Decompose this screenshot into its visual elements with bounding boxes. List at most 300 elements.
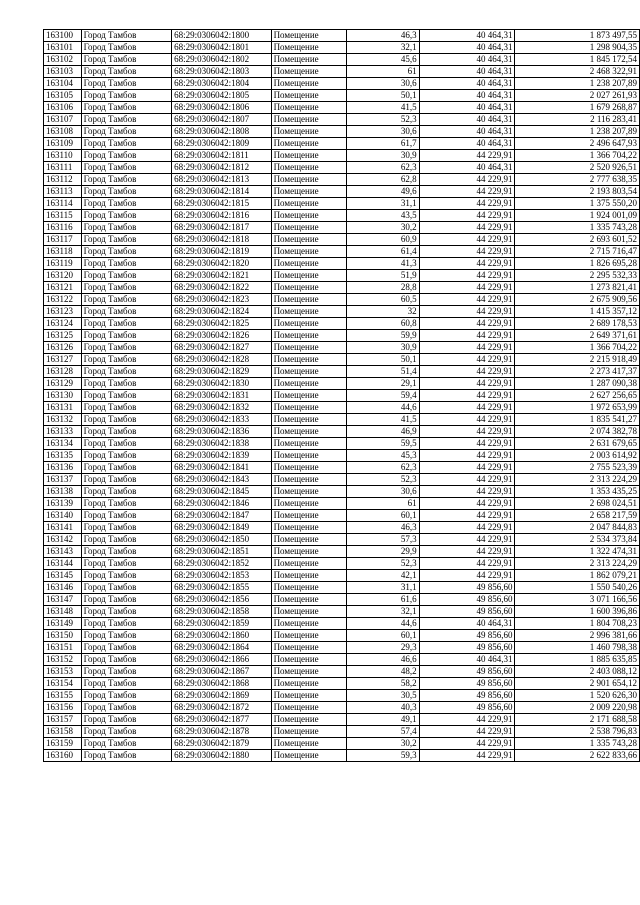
area-cell: 51,9 (346, 270, 419, 282)
table-row (44, 402, 640, 414)
table-row (44, 522, 640, 534)
object-type-cell: Помещение (271, 594, 346, 606)
table-row (44, 90, 640, 102)
cadastral-value-cell: 2 009 220,98 (515, 702, 640, 714)
row-number-cell: 163135 (44, 450, 82, 462)
cadastral-value-cell: 2 538 796,83 (515, 726, 640, 738)
object-type-cell: Помещение (271, 510, 346, 522)
unit-price-cell: 44 229,91 (419, 534, 515, 546)
table-row (44, 462, 640, 474)
city-cell: Город Тамбов (81, 606, 172, 618)
object-type-cell: Помещение (271, 582, 346, 594)
cadastral-value-cell: 1 924 001,09 (515, 210, 640, 222)
area-cell: 46,3 (346, 522, 419, 534)
cadastral-value-cell: 2 649 371,61 (515, 330, 640, 342)
area-cell: 30,9 (346, 342, 419, 354)
object-type-cell: Помещение (271, 138, 346, 150)
cadastral-number-cell: 68:29:0306042:1853 (172, 570, 272, 582)
cadastral-value-cell: 2 468 322,91 (515, 66, 640, 78)
row-number-cell: 163155 (44, 690, 82, 702)
city-cell: Город Тамбов (81, 750, 172, 762)
table-row (44, 102, 640, 114)
table-row (44, 558, 640, 570)
cadastral-value-table (43, 29, 640, 762)
area-cell: 61 (346, 66, 419, 78)
table-row (44, 582, 640, 594)
area-cell: 46,3 (346, 30, 419, 42)
object-type-cell: Помещение (271, 318, 346, 330)
city-cell: Город Тамбов (81, 462, 172, 474)
area-cell: 31,1 (346, 582, 419, 594)
object-type-cell: Помещение (271, 390, 346, 402)
unit-price-cell: 44 229,91 (419, 342, 515, 354)
city-cell: Город Тамбов (81, 246, 172, 258)
unit-price-cell: 44 229,91 (419, 282, 515, 294)
unit-price-cell: 40 464,31 (419, 114, 515, 126)
cadastral-number-cell: 68:29:0306042:1816 (172, 210, 272, 222)
area-cell: 51,4 (346, 366, 419, 378)
cadastral-value-cell: 2 658 217,59 (515, 510, 640, 522)
unit-price-cell: 44 229,91 (419, 414, 515, 426)
area-cell: 28,8 (346, 282, 419, 294)
unit-price-cell: 44 229,91 (419, 246, 515, 258)
cadastral-value-cell: 1 885 635,85 (515, 654, 640, 666)
unit-price-cell: 40 464,31 (419, 102, 515, 114)
cadastral-value-cell: 2 777 638,35 (515, 174, 640, 186)
table-row (44, 546, 640, 558)
unit-price-cell: 49 856,60 (419, 630, 515, 642)
area-cell: 30,6 (346, 78, 419, 90)
object-type-cell: Помещение (271, 570, 346, 582)
table-row (44, 174, 640, 186)
table-row (44, 354, 640, 366)
row-number-cell: 163141 (44, 522, 82, 534)
city-cell: Город Тамбов (81, 366, 172, 378)
cadastral-value-cell: 2 627 256,65 (515, 390, 640, 402)
area-cell: 32,1 (346, 606, 419, 618)
object-type-cell: Помещение (271, 234, 346, 246)
table-row (44, 222, 640, 234)
table-row (44, 126, 640, 138)
object-type-cell: Помещение (271, 738, 346, 750)
object-type-cell: Помещение (271, 270, 346, 282)
row-number-cell: 163116 (44, 222, 82, 234)
cadastral-value-cell: 1 972 653,99 (515, 402, 640, 414)
row-number-cell: 163149 (44, 618, 82, 630)
table-row (44, 306, 640, 318)
area-cell: 44,6 (346, 618, 419, 630)
unit-price-cell: 44 229,91 (419, 438, 515, 450)
object-type-cell: Помещение (271, 42, 346, 54)
city-cell: Город Тамбов (81, 402, 172, 414)
area-cell: 61,7 (346, 138, 419, 150)
row-number-cell: 163123 (44, 306, 82, 318)
cadastral-number-cell: 68:29:0306042:1818 (172, 234, 272, 246)
cadastral-value-cell: 1 322 474,31 (515, 546, 640, 558)
city-cell: Город Тамбов (81, 210, 172, 222)
unit-price-cell: 40 464,31 (419, 78, 515, 90)
row-number-cell: 163119 (44, 258, 82, 270)
row-number-cell: 163133 (44, 426, 82, 438)
city-cell: Город Тамбов (81, 498, 172, 510)
row-number-cell: 163104 (44, 78, 82, 90)
row-number-cell: 163139 (44, 498, 82, 510)
area-cell: 61,4 (346, 246, 419, 258)
city-cell: Город Тамбов (81, 378, 172, 390)
city-cell: Город Тамбов (81, 318, 172, 330)
cadastral-value-cell: 1 550 540,26 (515, 582, 640, 594)
unit-price-cell: 44 229,91 (419, 258, 515, 270)
city-cell: Город Тамбов (81, 714, 172, 726)
unit-price-cell: 44 229,91 (419, 174, 515, 186)
cadastral-number-cell: 68:29:0306042:1813 (172, 174, 272, 186)
cadastral-value-cell: 1 298 904,35 (515, 42, 640, 54)
cadastral-value-cell: 2 403 088,12 (515, 666, 640, 678)
area-cell: 41,5 (346, 414, 419, 426)
table-row (44, 570, 640, 582)
table-row (44, 162, 640, 174)
area-cell: 57,3 (346, 534, 419, 546)
object-type-cell: Помещение (271, 726, 346, 738)
city-cell: Город Тамбов (81, 582, 172, 594)
city-cell: Город Тамбов (81, 678, 172, 690)
city-cell: Город Тамбов (81, 282, 172, 294)
row-number-cell: 163124 (44, 318, 82, 330)
cadastral-number-cell: 68:29:0306042:1805 (172, 90, 272, 102)
row-number-cell: 163118 (44, 246, 82, 258)
table-row (44, 234, 640, 246)
city-cell: Город Тамбов (81, 570, 172, 582)
object-type-cell: Помещение (271, 630, 346, 642)
city-cell: Город Тамбов (81, 522, 172, 534)
city-cell: Город Тамбов (81, 594, 172, 606)
object-type-cell: Помещение (271, 282, 346, 294)
cadastral-number-cell: 68:29:0306042:1802 (172, 54, 272, 66)
object-type-cell: Помещение (271, 198, 346, 210)
object-type-cell: Помещение (271, 522, 346, 534)
row-number-cell: 163129 (44, 378, 82, 390)
table-row (44, 702, 640, 714)
row-number-cell: 163153 (44, 666, 82, 678)
row-number-cell: 163110 (44, 150, 82, 162)
cadastral-number-cell: 68:29:0306042:1845 (172, 486, 272, 498)
city-cell: Город Тамбов (81, 690, 172, 702)
area-cell: 29,3 (346, 642, 419, 654)
unit-price-cell: 40 464,31 (419, 30, 515, 42)
object-type-cell: Помещение (271, 438, 346, 450)
row-number-cell: 163101 (44, 42, 82, 54)
area-cell: 32 (346, 306, 419, 318)
cadastral-value-cell: 2 496 647,93 (515, 138, 640, 150)
cadastral-number-cell: 68:29:0306042:1839 (172, 450, 272, 462)
object-type-cell: Помещение (271, 666, 346, 678)
cadastral-number-cell: 68:29:0306042:1809 (172, 138, 272, 150)
cadastral-number-cell: 68:29:0306042:1830 (172, 378, 272, 390)
cadastral-number-cell: 68:29:0306042:1811 (172, 150, 272, 162)
cadastral-number-cell: 68:29:0306042:1832 (172, 402, 272, 414)
cadastral-value-cell: 2 215 918,49 (515, 354, 640, 366)
area-cell: 31,1 (346, 198, 419, 210)
cadastral-value-cell: 2 295 532,33 (515, 270, 640, 282)
area-cell: 52,3 (346, 474, 419, 486)
row-number-cell: 163117 (44, 234, 82, 246)
unit-price-cell: 44 229,91 (419, 402, 515, 414)
cadastral-number-cell: 68:29:0306042:1827 (172, 342, 272, 354)
city-cell: Город Тамбов (81, 666, 172, 678)
city-cell: Город Тамбов (81, 306, 172, 318)
object-type-cell: Помещение (271, 702, 346, 714)
row-number-cell: 163106 (44, 102, 82, 114)
city-cell: Город Тамбов (81, 414, 172, 426)
object-type-cell: Помещение (271, 258, 346, 270)
unit-price-cell: 44 229,91 (419, 294, 515, 306)
object-type-cell: Помещение (271, 90, 346, 102)
table-row (44, 678, 640, 690)
cadastral-number-cell: 68:29:0306042:1822 (172, 282, 272, 294)
table-row (44, 246, 640, 258)
cadastral-value-cell: 1 335 743,28 (515, 222, 640, 234)
object-type-cell: Помещение (271, 654, 346, 666)
row-number-cell: 163107 (44, 114, 82, 126)
object-type-cell: Помещение (271, 222, 346, 234)
area-cell: 61,6 (346, 594, 419, 606)
table-row (44, 282, 640, 294)
object-type-cell: Помещение (271, 330, 346, 342)
cadastral-number-cell: 68:29:0306042:1878 (172, 726, 272, 738)
object-type-cell: Помещение (271, 486, 346, 498)
cadastral-number-cell: 68:29:0306042:1820 (172, 258, 272, 270)
cadastral-number-cell: 68:29:0306042:1812 (172, 162, 272, 174)
unit-price-cell: 44 229,91 (419, 366, 515, 378)
cadastral-value-cell: 1 366 704,22 (515, 342, 640, 354)
unit-price-cell: 44 229,91 (419, 450, 515, 462)
row-number-cell: 163158 (44, 726, 82, 738)
cadastral-value-cell: 1 238 207,89 (515, 126, 640, 138)
area-cell: 45,3 (346, 450, 419, 462)
unit-price-cell: 44 229,91 (419, 714, 515, 726)
row-number-cell: 163138 (44, 486, 82, 498)
table-body (44, 30, 640, 762)
object-type-cell: Помещение (271, 378, 346, 390)
table-row (44, 630, 640, 642)
area-cell: 41,3 (346, 258, 419, 270)
area-cell: 50,1 (346, 354, 419, 366)
row-number-cell: 163134 (44, 438, 82, 450)
cadastral-number-cell: 68:29:0306042:1850 (172, 534, 272, 546)
cadastral-number-cell: 68:29:0306042:1859 (172, 618, 272, 630)
unit-price-cell: 44 229,91 (419, 558, 515, 570)
city-cell: Город Тамбов (81, 702, 172, 714)
table-row (44, 78, 640, 90)
row-number-cell: 163132 (44, 414, 82, 426)
row-number-cell: 163150 (44, 630, 82, 642)
object-type-cell: Помещение (271, 150, 346, 162)
cadastral-value-cell: 2 193 803,54 (515, 186, 640, 198)
city-cell: Город Тамбов (81, 558, 172, 570)
table-row (44, 54, 640, 66)
unit-price-cell: 44 229,91 (419, 474, 515, 486)
area-cell: 57,4 (346, 726, 419, 738)
cadastral-number-cell: 68:29:0306042:1851 (172, 546, 272, 558)
cadastral-number-cell: 68:29:0306042:1841 (172, 462, 272, 474)
cadastral-value-cell: 1 353 435,25 (515, 486, 640, 498)
row-number-cell: 163147 (44, 594, 82, 606)
city-cell: Город Тамбов (81, 510, 172, 522)
row-number-cell: 163160 (44, 750, 82, 762)
table-row (44, 414, 640, 426)
row-number-cell: 163156 (44, 702, 82, 714)
cadastral-number-cell: 68:29:0306042:1880 (172, 750, 272, 762)
row-number-cell: 163145 (44, 570, 82, 582)
row-number-cell: 163102 (44, 54, 82, 66)
table-row (44, 474, 640, 486)
table-row (44, 270, 640, 282)
cadastral-number-cell: 68:29:0306042:1821 (172, 270, 272, 282)
unit-price-cell: 44 229,91 (419, 186, 515, 198)
table-row (44, 66, 640, 78)
unit-price-cell: 44 229,91 (419, 510, 515, 522)
city-cell: Город Тамбов (81, 30, 172, 42)
cadastral-value-cell: 1 873 497,55 (515, 30, 640, 42)
city-cell: Город Тамбов (81, 534, 172, 546)
city-cell: Город Тамбов (81, 102, 172, 114)
unit-price-cell: 49 856,60 (419, 690, 515, 702)
cadastral-value-cell: 3 071 166,56 (515, 594, 640, 606)
unit-price-cell: 49 856,60 (419, 702, 515, 714)
table-row (44, 342, 640, 354)
unit-price-cell: 44 229,91 (419, 198, 515, 210)
cadastral-value-cell: 2 996 381,66 (515, 630, 640, 642)
unit-price-cell: 44 229,91 (419, 378, 515, 390)
cadastral-number-cell: 68:29:0306042:1828 (172, 354, 272, 366)
row-number-cell: 163146 (44, 582, 82, 594)
row-number-cell: 163112 (44, 174, 82, 186)
cadastral-value-cell: 1 273 821,41 (515, 282, 640, 294)
cadastral-value-cell: 2 313 224,29 (515, 474, 640, 486)
cadastral-number-cell: 68:29:0306042:1806 (172, 102, 272, 114)
city-cell: Город Тамбов (81, 150, 172, 162)
cadastral-value-cell: 1 804 708,23 (515, 618, 640, 630)
object-type-cell: Помещение (271, 678, 346, 690)
table-row (44, 606, 640, 618)
object-type-cell: Помещение (271, 690, 346, 702)
object-type-cell: Помещение (271, 78, 346, 90)
object-type-cell: Помещение (271, 354, 346, 366)
table-row (44, 486, 640, 498)
unit-price-cell: 40 464,31 (419, 54, 515, 66)
object-type-cell: Помещение (271, 402, 346, 414)
area-cell: 61 (346, 498, 419, 510)
table-row (44, 258, 640, 270)
city-cell: Город Тамбов (81, 438, 172, 450)
cadastral-value-cell: 2 698 024,51 (515, 498, 640, 510)
row-number-cell: 163152 (44, 654, 82, 666)
unit-price-cell: 44 229,91 (419, 234, 515, 246)
area-cell: 30,5 (346, 690, 419, 702)
cadastral-number-cell: 68:29:0306042:1855 (172, 582, 272, 594)
city-cell: Город Тамбов (81, 330, 172, 342)
row-number-cell: 163108 (44, 126, 82, 138)
cadastral-number-cell: 68:29:0306042:1849 (172, 522, 272, 534)
object-type-cell: Помещение (271, 474, 346, 486)
city-cell: Город Тамбов (81, 186, 172, 198)
cadastral-number-cell: 68:29:0306042:1826 (172, 330, 272, 342)
area-cell: 30,6 (346, 486, 419, 498)
area-cell: 59,9 (346, 330, 419, 342)
table-row (44, 390, 640, 402)
unit-price-cell: 44 229,91 (419, 738, 515, 750)
cadastral-number-cell: 68:29:0306042:1852 (172, 558, 272, 570)
area-cell: 43,5 (346, 210, 419, 222)
cadastral-number-cell: 68:29:0306042:1838 (172, 438, 272, 450)
object-type-cell: Помещение (271, 30, 346, 42)
table-row (44, 642, 640, 654)
city-cell: Город Тамбов (81, 258, 172, 270)
table-row (44, 426, 640, 438)
unit-price-cell: 49 856,60 (419, 594, 515, 606)
area-cell: 42,1 (346, 570, 419, 582)
city-cell: Город Тамбов (81, 174, 172, 186)
object-type-cell: Помещение (271, 558, 346, 570)
unit-price-cell: 44 229,91 (419, 546, 515, 558)
table-row (44, 534, 640, 546)
object-type-cell: Помещение (271, 546, 346, 558)
table-row (44, 114, 640, 126)
row-number-cell: 163159 (44, 738, 82, 750)
city-cell: Город Тамбов (81, 486, 172, 498)
object-type-cell: Помещение (271, 126, 346, 138)
cadastral-number-cell: 68:29:0306042:1866 (172, 654, 272, 666)
table-row (44, 378, 640, 390)
area-cell: 40,3 (346, 702, 419, 714)
area-cell: 59,3 (346, 750, 419, 762)
row-number-cell: 163140 (44, 510, 82, 522)
unit-price-cell: 49 856,60 (419, 582, 515, 594)
cadastral-number-cell: 68:29:0306042:1846 (172, 498, 272, 510)
city-cell: Город Тамбов (81, 654, 172, 666)
unit-price-cell: 44 229,91 (419, 150, 515, 162)
table-row (44, 450, 640, 462)
table-row (44, 366, 640, 378)
unit-price-cell: 44 229,91 (419, 498, 515, 510)
table-row (44, 714, 640, 726)
area-cell: 30,2 (346, 222, 419, 234)
row-number-cell: 163154 (44, 678, 82, 690)
table-row (44, 150, 640, 162)
object-type-cell: Помещение (271, 66, 346, 78)
cadastral-value-cell: 1 335 743,28 (515, 738, 640, 750)
row-number-cell: 163100 (44, 30, 82, 42)
row-number-cell: 163125 (44, 330, 82, 342)
area-cell: 52,3 (346, 114, 419, 126)
unit-price-cell: 44 229,91 (419, 354, 515, 366)
row-number-cell: 163105 (44, 90, 82, 102)
cadastral-value-cell: 1 679 268,87 (515, 102, 640, 114)
area-cell: 30,9 (346, 150, 419, 162)
cadastral-value-cell: 2 313 224,29 (515, 558, 640, 570)
cadastral-number-cell: 68:29:0306042:1825 (172, 318, 272, 330)
area-cell: 46,9 (346, 426, 419, 438)
unit-price-cell: 44 229,91 (419, 426, 515, 438)
object-type-cell: Помещение (271, 462, 346, 474)
area-cell: 60,5 (346, 294, 419, 306)
cadastral-value-cell: 1 862 079,21 (515, 570, 640, 582)
row-number-cell: 163157 (44, 714, 82, 726)
city-cell: Город Тамбов (81, 354, 172, 366)
unit-price-cell: 40 464,31 (419, 90, 515, 102)
area-cell: 62,3 (346, 162, 419, 174)
area-cell: 48,2 (346, 666, 419, 678)
